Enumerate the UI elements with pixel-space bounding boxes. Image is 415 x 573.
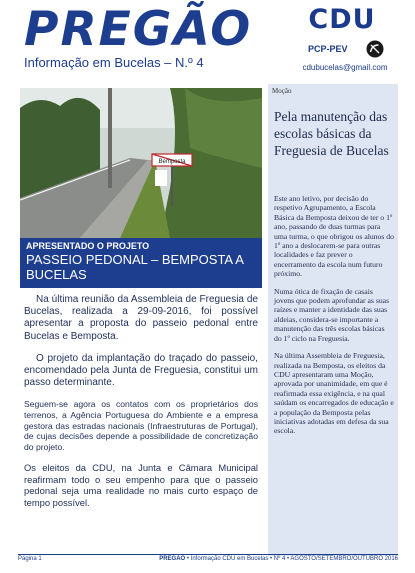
- article-paragraph: O projeto da implantação do traçado do passeio, encomendado pela Junta de Freguesia, constitui um passo determinante.: [24, 352, 258, 389]
- page-header: [0, 0, 415, 84]
- article-paragraph: Na última reunião da Assembleia de Freguesia de Bucelas, realizada a 29-09-2016, foi possível apresentar a proposta do passeio pedonal entre Bucelas e Bemposta.: [24, 294, 258, 342]
- article-title: PASSEIO PEDONAL – BEMPOSTA A BUCELAS: [26, 252, 244, 282]
- article-body: [24, 294, 258, 518]
- page-footer: [18, 554, 398, 567]
- issue-subtitle: Informação em Bucelas – N.º 4: [24, 55, 204, 70]
- article-kicker: APRESENTADO O PROJETO: [26, 241, 150, 251]
- hammer-sickle-icon: [366, 40, 384, 58]
- road-sign-text: Bemposta: [158, 159, 186, 165]
- motion-sidebar: [268, 84, 398, 556]
- page-number: Página 1: [18, 556, 42, 562]
- contact-email[interactable]: cdubucelas@gmail.com: [302, 63, 388, 72]
- article-heading: [20, 238, 262, 288]
- party-name: CDU: [308, 4, 376, 35]
- footer-issue-text: • Informação CDU em Bucelas • Nº 4 • AGOSTO/SETEMBRO/OUTUBRO 2016: [185, 556, 398, 562]
- masthead-title: PREGÃO: [24, 2, 253, 57]
- article-paragraph: Os eleitos da CDU, na Junta e Câmara Municipal reafirmam todo o seu empenho para que o passeio pedonal seja uma realidade no mais curto espaço de tempo possível.: [24, 462, 258, 508]
- sidebar-body: [274, 194, 394, 444]
- sidebar-paragraph: Este ano letivo, por decisão do respetivo Agrupamento, a Escola Básica da Bemposta deixou de ter o 1º ano, passando de duas turmas para uma turma, o que obrigou os alunos do 1º ano a deslocarem-se para outras localidades e faz prever o encerramento da escola num futuro próximo.: [274, 194, 394, 279]
- sidebar-title: Pela manutenção das escolas básicas da Freguesia de Bucelas: [274, 109, 389, 158]
- sidebar-paragraph: Na última Assembleia de Freguesia, realizada na Bemposta, os eleitos da CDU apresentaram uma Moção, aprovada por unanimidade, em que é reafirmada essa exigência, e na qual saúdam os encarregados de educação e a população da Bemposta pelas iniciativas adotadas em defesa da sua escola.: [274, 351, 394, 436]
- footer-brand: PREGÃO: [159, 556, 186, 562]
- sidebar-paragraph: Numa ótica de fixação de casais jovens que podem aprofundar as suas raízes e manter a identidade das suas aldeias, considera-se importante a manutenção das três escolas básicas do 1º ciclo na Freguesia.: [274, 286, 390, 343]
- road-scene-image: [20, 88, 262, 238]
- party-coalition: PCP-PEV: [308, 44, 348, 54]
- article-paragraph: Seguem-se agora os contatos com os proprietários dos terrenos, a Agência Portuguesa do Ambiente e a empresa gestora das estradas nacionais (Infraestruturas de Portugal), de cujas decisões depende a possibilidade de concretização do projeto.: [24, 399, 258, 452]
- sidebar-label: Moção: [272, 87, 292, 95]
- footer-issue-info: [159, 556, 398, 562]
- party-logo: [292, 4, 392, 60]
- road-photo: [20, 88, 262, 238]
